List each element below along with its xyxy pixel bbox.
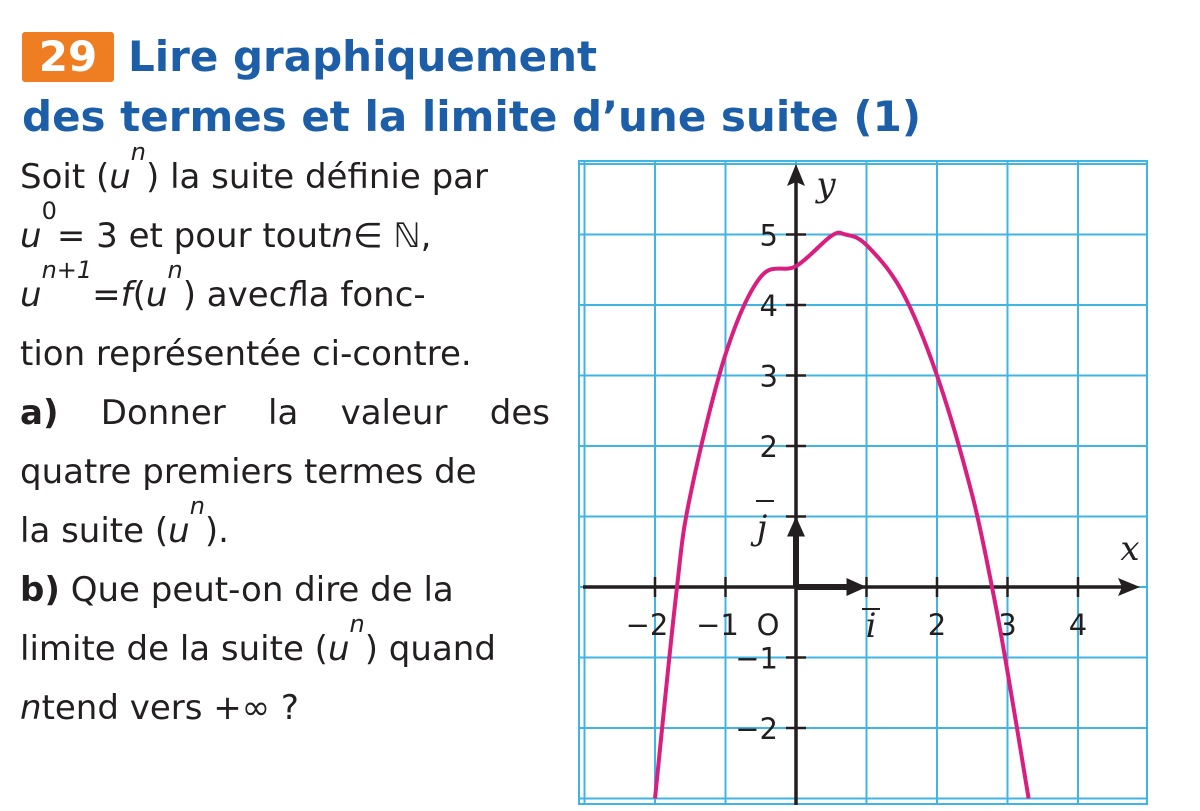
statement-line-1: Soit ( u $_n$ ) la suite définie par (20, 138, 488, 197)
question-a-label: a) (20, 393, 59, 433)
question-a-line-1: a) Donner la valeur des (20, 384, 550, 443)
j-vector-arrow-icon (787, 517, 805, 537)
statement-line-2: u $_0$ = 3 et pour tout n ∈ ℕ, (20, 197, 432, 256)
x-tick-label: 4 (1068, 608, 1088, 642)
exercise-number-badge: 29 (22, 32, 114, 82)
x-tick-label: 3 (998, 608, 1017, 642)
axes (583, 164, 1140, 805)
question-b-line-3: n tend vers +∞ ? (20, 688, 299, 728)
exercise-statement (20, 138, 550, 738)
x-axis-label: x (1120, 529, 1140, 569)
exercise-title-line1: Lire graphiquement (128, 32, 598, 81)
y-tick-label: 4 (759, 289, 778, 323)
question-b-line-2: limite de la suite ( u $_n$ ) quand (20, 610, 496, 669)
question-a-line-2: quatre premiers termes de (20, 452, 477, 492)
question-b-line-1: b) Que peut-on dire de la (20, 561, 550, 620)
j-vector-label: j (756, 508, 768, 548)
y-tick-label: −1 (735, 641, 778, 676)
y-tick-label: 3 (759, 359, 778, 394)
i-vector-label: i (865, 606, 877, 646)
exercise-title-line2: des termes et la limite d’une suite (1) (22, 92, 922, 141)
y-tick-label: −2 (735, 712, 778, 746)
x-tick-label: −1 (696, 608, 739, 642)
statement-line-4: tion représentée ci-contre. (20, 334, 472, 374)
question-a-line-3: la suite ( u $_n$ ). (20, 492, 229, 551)
y-axis-label: y (816, 165, 836, 205)
y-tick-label: 5 (759, 218, 778, 253)
x-tick-label: 2 (927, 608, 947, 642)
i-vector-arrow-icon (847, 578, 867, 596)
axis-labels (626, 165, 1140, 746)
function-graph (578, 160, 1148, 805)
question-b-label: b) (20, 570, 60, 610)
origin-label: O (756, 608, 780, 642)
x-tick-label: −2 (625, 608, 669, 642)
statement-line-3: u $_{n+1}$ = f ( u $_n$ ) avec f la fonc- (20, 256, 426, 315)
y-tick-label: 2 (759, 430, 778, 464)
